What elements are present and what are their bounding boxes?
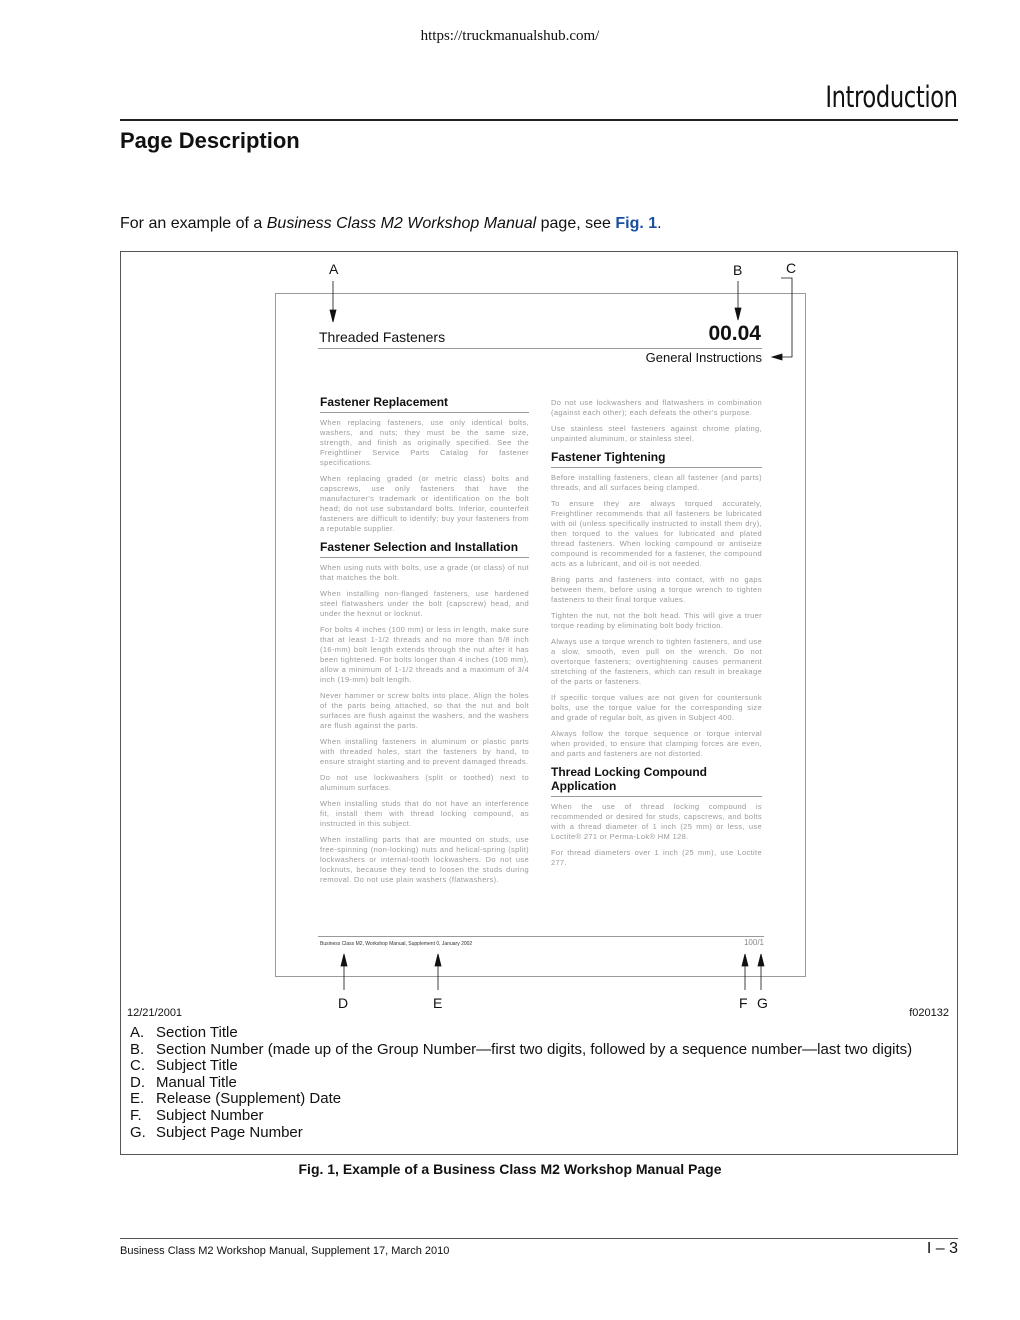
legend-key: B. — [130, 1040, 145, 1058]
callout-f: F — [739, 995, 748, 1011]
legend-item — [130, 1075, 912, 1092]
sample-paragraph: For thread diameters over 1 inch (25 mm), use Loctite 277. — [551, 848, 762, 867]
sample-paragraph: Before installing fasteners, clean all fastener (and parts) threads, and all surfaces being clamped. — [551, 473, 762, 492]
source-url[interactable]: https://truckmanualshub.com/ — [420, 28, 600, 44]
callout-a: A — [329, 261, 339, 277]
sample-section-number: 00.04 — [708, 322, 761, 345]
sample-paragraph: Always use a torque wrench to tighten fasteners, and use a slow, smooth, even pull on the wrench. Do not overtorque fasteners; overtightening causes permanent stretching of the fasteners, which can result in breakage of the parts or fasteners. — [551, 637, 762, 686]
arrowhead-g — [758, 954, 764, 966]
section-heading: Introduction — [825, 80, 958, 114]
legend-text: Subject Title — [156, 1057, 238, 1075]
legend-key: C. — [130, 1057, 145, 1075]
sample-paragraph: When the use of thread locking compound is recommended or desired for studs, capscrews, and bolts with a thread diameter of 1 inch (25 mm) or less, use Loctite® 271 or Perma-Lok® HM 128. — [551, 802, 762, 841]
legend-item — [130, 1058, 912, 1075]
arrowhead-d — [341, 954, 347, 966]
legend-item — [130, 1091, 912, 1108]
sample-paragraph: When installing non-flanged fasteners, use hardened steel flatwashers under the bolt (capscrew) head, and under the hexnut or locknut. — [320, 589, 529, 618]
legend-item — [130, 1042, 912, 1059]
figure-link[interactable]: Fig. 1 — [615, 215, 658, 232]
page-title: Page Description — [120, 128, 300, 153]
legend-text: Manual Title — [156, 1073, 237, 1091]
legend-item — [130, 1108, 912, 1125]
legend-key: A. — [130, 1024, 145, 1041]
sample-paragraph: When replacing fasteners, use only identical bolts, washers, and nuts; they must be the same size, strength, and finish as originally specified. See the Freightliner Service Parts Catalog for fastener specifications. — [320, 418, 529, 467]
intro-middle: page, see — [536, 215, 616, 232]
legend-text: Subject Page Number — [156, 1123, 303, 1141]
sample-paragraph: Always follow the torque sequence or torque interval when provided, to ensure that clamping forces are even, and parts and fasteners are not distorted. — [551, 729, 762, 758]
legend-item — [130, 1125, 912, 1142]
sample-paragraph: Tighten the nut, not the bolt head. This will give a truer torque reading by eliminating bolt body friction. — [551, 611, 762, 630]
sample-heading: Fastener Replacement — [320, 395, 529, 413]
arrow-c — [781, 278, 792, 357]
legend-text: Subject Number — [156, 1106, 264, 1124]
sample-page-number: 100/1 — [743, 938, 764, 947]
sample-paragraph: For bolts 4 inches (100 mm) or less in length, make sure that at least 1-1/2 threads and no more than 5/8 inch (16-mm) bolt length extends through the nut after it has been tightened. For bolts longer than 4 inches (100 mm), allow a minimum of 1-1/2 threads and a maximum of 3/4 inch (19-mm) bolt length. — [320, 625, 529, 684]
figure-caption: Fig. 1, Example of a Business Class M2 Workshop Manual Page — [298, 1161, 722, 1177]
callout-d: D — [338, 995, 349, 1011]
arrowhead-b — [735, 308, 741, 320]
footer-rule — [120, 1238, 958, 1239]
legend-key: D. — [130, 1073, 145, 1091]
sample-heading: Fastener Tightening — [551, 450, 762, 468]
intro-suffix: . — [657, 215, 662, 232]
sample-paragraph: When installing parts that are mounted on studs, use free-spinning (non-locking) nuts and helical-spring (split) lockwashers or internal-tooth lockwashers. Do not use locknuts, because they tend to loosen the studs during removal. Do not use plain washers (flatwashers). — [320, 835, 529, 884]
sample-paragraph: When installing fasteners in aluminum or plastic parts with threaded holes, start the fasteners by hand, to ensure straight starting and to prevent damaged threads. — [320, 737, 529, 766]
figure-legend — [130, 1025, 912, 1141]
legend-key: E. — [130, 1090, 145, 1108]
callout-b: B — [733, 262, 743, 278]
sample-manual-title: Business Class M2, Workshop Manual, Supplement 0, January 2002 — [320, 941, 473, 947]
sample-paragraph: Do not use lockwashers (split or toothed) next to aluminum surfaces. — [320, 773, 529, 792]
sample-paragraph: Use stainless steel fasteners against chrome plating, unpainted aluminum, or stainless steel. — [551, 424, 762, 443]
sample-paragraph: To ensure they are always torqued accurately, Freightliner recommends that all fasteners be lubricated with oil (unless specifically instructed to install them dry), then torqued to the values for lubricated and plated thread fasteners. When locking compound or antiseize compound is recommended for a fastener, the compound acts as a lubricant, and oil is not needed. — [551, 499, 762, 568]
legend-text: Section Title — [156, 1024, 238, 1041]
callout-e: E — [433, 995, 443, 1011]
sample-heading: Thread Locking Compound Application — [551, 765, 762, 797]
sample-paragraph: If specific torque values are not given for countersunk bolts, use the torque value for the corresponding size and grade of regular bolt, as given in Subject 400. — [551, 693, 762, 722]
sample-section-title: Threaded Fasteners — [319, 329, 446, 345]
sample-paragraph: Do not use lockwashers and flatwashers in combination (against each other); each defeats the other's purpose. — [551, 398, 762, 417]
arrowhead-c — [772, 354, 782, 360]
sample-subject-title: General Instructions — [645, 350, 762, 365]
legend-key: F. — [130, 1106, 142, 1124]
figure-date: 12/21/2001 — [127, 1007, 183, 1019]
arrowhead-e — [435, 954, 441, 966]
intro-prefix: For an example of a — [120, 215, 267, 232]
sample-paragraph: Bring parts and fasteners into contact, with no gaps between them, before using a torque wrench to tighten fasteners to their final torque values. — [551, 575, 762, 604]
arrowhead-f — [742, 954, 748, 966]
sample-heading: Fastener Selection and Installation — [320, 540, 529, 558]
figure-art-number: f020132 — [909, 1007, 949, 1019]
legend-text: Section Number (made up of the Group Number—first two digits, followed by a sequence number—last two digits) — [156, 1040, 913, 1058]
legend-text: Release (Supplement) Date — [156, 1090, 342, 1108]
sample-paragraph: When using nuts with bolts, use a grade (or class) of nut that matches the bolt. — [320, 563, 529, 582]
callout-c: C — [786, 260, 797, 276]
callout-g: G — [757, 995, 768, 1011]
arrowhead-a — [330, 310, 336, 322]
legend-item — [130, 1025, 912, 1042]
sample-paragraph: When replacing graded (or metric class) bolts and capscrews, use only fasteners that have the manufacturer's trademark or identification on the bolt head; do not use substandard bolts. Inferior, counterfeit fasteners are difficult to identify; buy your fasteners from a reputable supplier. — [320, 474, 529, 533]
footer-manual-title: Business Class M2 Workshop Manual, Supplement 17, March 2010 — [120, 1245, 450, 1257]
sample-paragraph: Never hammer or screw bolts into place. Align the holes of the parts being attached, so that the nut and bolt surfaces are flush against the washers, and the washers are flush against the parts. — [320, 691, 529, 730]
footer-page-number: I – 3 — [926, 1240, 958, 1257]
intro-manual-title: Business Class M2 Workshop Manual — [266, 215, 537, 232]
legend-key: G. — [130, 1123, 146, 1141]
sample-paragraph: When installing studs that do not have an interference fit, install them with thread locking compound, as instructed in this subject. — [320, 799, 529, 828]
